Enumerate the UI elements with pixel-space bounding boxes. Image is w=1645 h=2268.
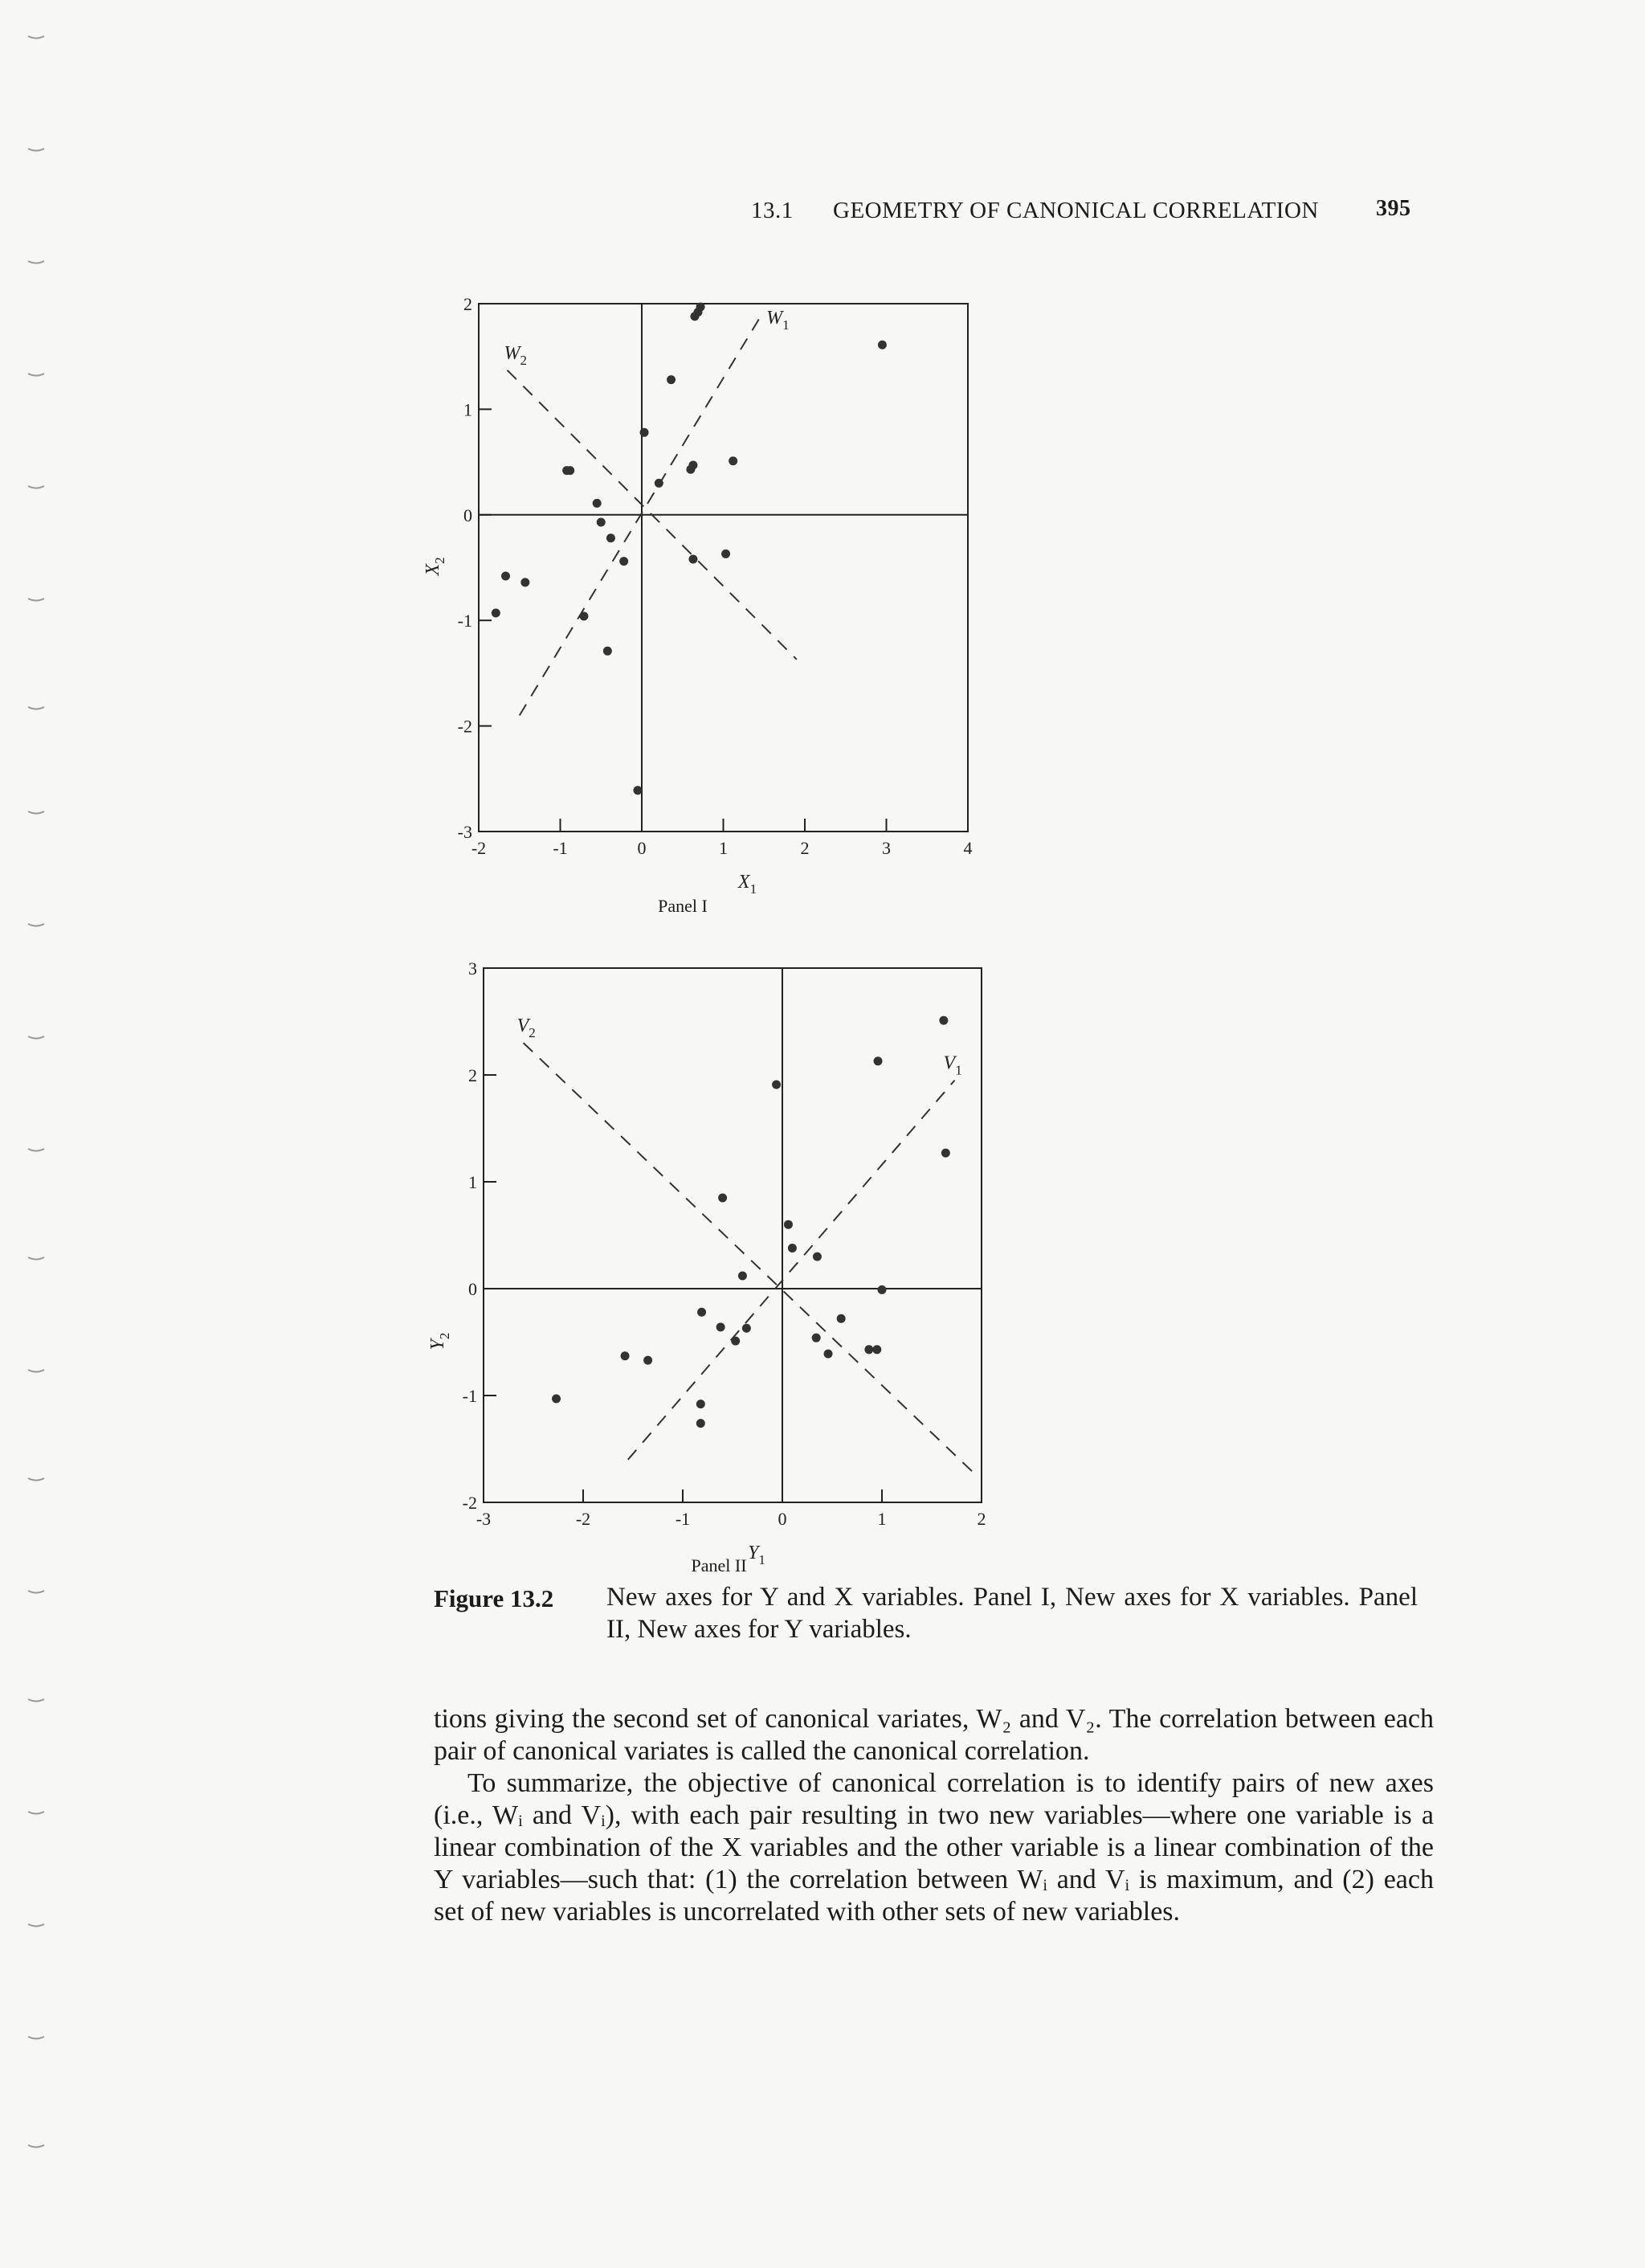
data-point — [874, 1056, 883, 1065]
y-tick-label: 0 — [468, 1279, 477, 1299]
data-point — [655, 479, 663, 488]
data-point — [729, 456, 737, 465]
y-tick-label: -1 — [462, 1386, 477, 1406]
x-tick-label: 0 — [637, 838, 647, 858]
axis2-label: $W_2$ — [504, 342, 528, 368]
data-point — [552, 1394, 561, 1403]
data-point — [721, 550, 730, 558]
x-axis-label: $Y_1$ — [748, 1543, 765, 1567]
plot-frame — [484, 968, 982, 1502]
y-tick-label: 1 — [468, 1172, 477, 1192]
data-point — [597, 517, 606, 526]
data-point — [565, 466, 574, 475]
data-point — [593, 499, 602, 508]
y-tick-label: -1 — [457, 611, 472, 631]
panel-2-plot — [427, 958, 986, 1567]
data-point — [696, 1419, 705, 1428]
data-point — [621, 1351, 630, 1360]
data-point — [501, 572, 510, 581]
panel-2-label: Panel II — [691, 1555, 747, 1575]
data-point — [878, 1285, 887, 1294]
data-point — [784, 1220, 793, 1229]
data-point — [772, 1080, 781, 1089]
new-axis-v1 — [628, 1081, 955, 1460]
data-point — [731, 1337, 740, 1346]
data-point — [738, 1272, 747, 1281]
data-point — [697, 1308, 706, 1317]
new-axis-w1 — [520, 317, 760, 715]
x-tick-label: 1 — [719, 838, 728, 858]
data-point — [633, 786, 642, 795]
data-point — [492, 609, 500, 618]
data-point — [742, 1324, 751, 1333]
data-point — [788, 1244, 797, 1253]
data-point — [837, 1314, 846, 1323]
data-point — [718, 1193, 727, 1202]
data-point — [872, 1345, 881, 1354]
paragraph-1: tions giving the second set of canonical variates, W₂ and V₂. The correlation between each pair of canonical variates is called the canonical correlation. — [434, 1704, 1434, 1766]
data-point — [690, 312, 699, 321]
data-point — [688, 554, 697, 563]
caption-text: New axes for Y and X variables. Panel I, New axes for X variables. Panel II, New axes for Y variables. — [606, 1583, 1418, 1644]
y-tick-label: -3 — [457, 822, 472, 842]
data-point — [619, 557, 628, 566]
axis1-label: $V_1$ — [943, 1052, 962, 1078]
x-tick-label: 0 — [778, 1509, 787, 1529]
axis1-label: $W_1$ — [766, 308, 790, 333]
x-tick-label: -2 — [575, 1509, 591, 1529]
section-number: 13.1 — [751, 198, 794, 223]
x-tick-label: 2 — [800, 838, 810, 858]
y-tick-label: 2 — [468, 1065, 477, 1085]
x-tick-label: 1 — [877, 1509, 887, 1529]
data-point — [603, 647, 612, 656]
y-tick-label: -2 — [457, 716, 472, 737]
y-tick-label: 2 — [463, 294, 472, 314]
page-number: 395 — [1376, 196, 1411, 221]
data-point — [520, 578, 529, 586]
x-axis-label: $X_1$ — [737, 872, 757, 897]
y-tick-label: 1 — [463, 399, 472, 420]
y-axis-label-group — [427, 1333, 452, 1351]
data-point — [941, 1149, 950, 1158]
data-point — [716, 1322, 725, 1331]
data-point — [813, 1253, 822, 1261]
y-axis-label: $Y_2$ — [427, 1332, 452, 1351]
data-point — [824, 1350, 833, 1359]
data-point — [640, 428, 649, 437]
panel-1-plot — [422, 294, 973, 897]
x-tick-label: -1 — [553, 838, 568, 858]
x-tick-label: 3 — [882, 838, 891, 858]
panel-1-label: Panel I — [658, 896, 708, 916]
y-axis-label: $X_2$ — [422, 557, 447, 576]
x-tick-label: -1 — [675, 1509, 691, 1529]
x-tick-label: 2 — [977, 1509, 986, 1529]
data-point — [696, 1400, 705, 1408]
data-point — [939, 1016, 948, 1025]
x-tick-label: -3 — [476, 1509, 492, 1529]
y-tick-label: 0 — [463, 505, 472, 525]
data-point — [667, 375, 676, 384]
paragraph-2: To summarize, the objective of canonical correlation is to identify pairs of new axes (i.e., Wᵢ and Vᵢ), with each pair resulting in two new variables—where one variable is a linear combination of the X variables and the other variable is a linear combination of the Y variables—such that: (1) the correlation between Wᵢ and Vᵢ is maximum, and (2) each set of new variables is uncorrelated with other sets of new variables. — [434, 1768, 1434, 1927]
new-axis-v2 — [524, 1043, 977, 1476]
y-tick-label: -2 — [462, 1493, 477, 1513]
data-point — [579, 611, 588, 620]
scan-binding-edge — [24, 0, 48, 2268]
x-tick-label: 4 — [963, 838, 973, 858]
data-point — [812, 1334, 821, 1342]
caption-label: Figure 13.2 — [434, 1584, 554, 1612]
data-point — [606, 533, 615, 542]
axis2-label: $V_2$ — [516, 1015, 536, 1041]
data-point — [686, 465, 695, 474]
y-tick-label: 3 — [468, 958, 477, 979]
section-title: GEOMETRY OF CANONICAL CORRELATION — [833, 198, 1319, 223]
data-point — [643, 1356, 652, 1365]
plot-frame — [479, 304, 968, 832]
x-tick-label: -2 — [471, 838, 487, 858]
data-point — [878, 341, 887, 349]
y-axis-label-group — [422, 557, 447, 576]
data-point — [864, 1345, 873, 1354]
body-text — [434, 1703, 1434, 1928]
